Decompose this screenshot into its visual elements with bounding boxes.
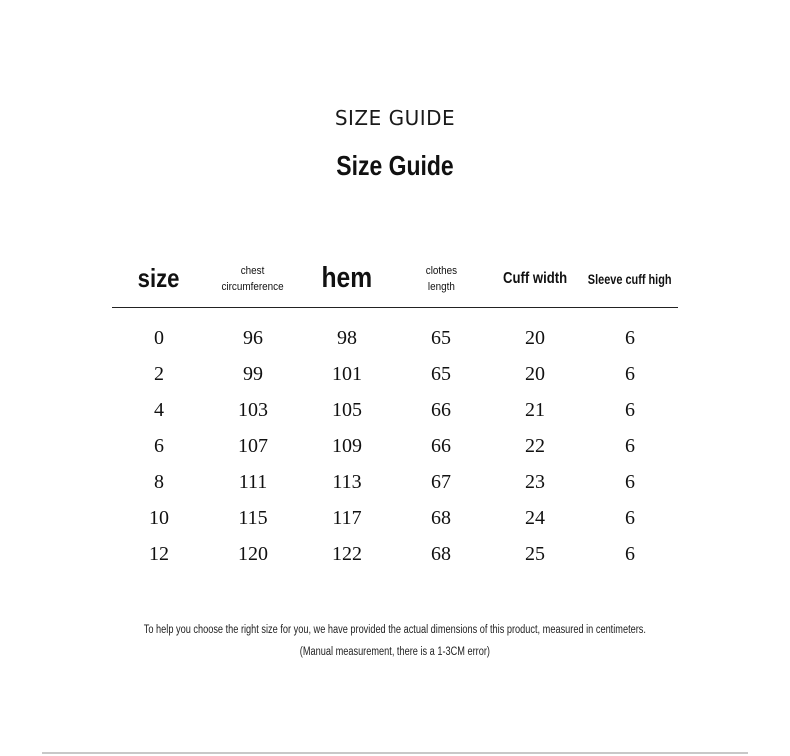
cell-hem: 117 bbox=[332, 507, 362, 529]
page-title: SIZE GUIDE bbox=[334, 106, 456, 130]
cell-cuff-width: 24 bbox=[525, 507, 545, 529]
table-row bbox=[112, 464, 678, 500]
header-clothes-line1: clothes bbox=[425, 264, 457, 277]
cell-cuff-width: 22 bbox=[525, 435, 545, 457]
cell-cuff-width: 25 bbox=[525, 543, 545, 565]
cell-size: 8 bbox=[154, 471, 164, 493]
table-row bbox=[112, 392, 678, 428]
header-chest-circumference bbox=[206, 250, 300, 307]
cell-cuff-width: 23 bbox=[525, 471, 545, 493]
cell-chest: 107 bbox=[238, 435, 268, 457]
table-body bbox=[112, 320, 678, 572]
cell-length: 65 bbox=[431, 327, 451, 349]
cell-sleeve-cuff-high: 6 bbox=[625, 471, 635, 493]
table-header-row bbox=[112, 250, 678, 307]
table-row bbox=[112, 356, 678, 392]
cell-hem: 98 bbox=[337, 327, 357, 349]
table-row bbox=[112, 536, 678, 572]
cell-chest: 111 bbox=[238, 471, 268, 493]
cell-sleeve-cuff-high: 6 bbox=[625, 435, 635, 457]
header-size: size bbox=[138, 263, 180, 293]
cell-sleeve-cuff-high: 6 bbox=[625, 399, 635, 421]
cell-sleeve-cuff-high: 6 bbox=[625, 327, 635, 349]
measurement-note bbox=[0, 624, 790, 636]
cell-hem: 105 bbox=[332, 399, 362, 421]
size-table bbox=[112, 250, 678, 565]
cell-size: 0 bbox=[154, 327, 164, 349]
cell-cuff-width: 21 bbox=[525, 399, 545, 421]
cell-size: 12 bbox=[149, 543, 169, 565]
cell-chest: 103 bbox=[238, 399, 268, 421]
cell-chest: 120 bbox=[238, 543, 268, 565]
cell-hem: 113 bbox=[332, 471, 362, 493]
cell-length: 65 bbox=[431, 363, 451, 385]
cell-size: 2 bbox=[154, 363, 164, 385]
cell-size: 10 bbox=[149, 507, 169, 529]
header-clothes-length bbox=[394, 250, 488, 307]
measurement-note-text: To help you choose the right size for you, we have provided the actual dimensions of this product, measured in centimeters. bbox=[143, 624, 647, 636]
cell-hem: 109 bbox=[332, 435, 362, 457]
header-divider bbox=[112, 307, 678, 308]
cell-cuff-width: 20 bbox=[525, 363, 545, 385]
cell-chest: 96 bbox=[243, 327, 263, 349]
cell-chest: 115 bbox=[238, 507, 268, 529]
cell-length: 66 bbox=[431, 399, 451, 421]
table-row bbox=[112, 320, 678, 356]
header-hem: hem bbox=[321, 262, 373, 294]
cell-sleeve-cuff-high: 6 bbox=[625, 543, 635, 565]
cell-sleeve-cuff-high: 6 bbox=[625, 507, 635, 529]
cell-length: 66 bbox=[431, 435, 451, 457]
header-cuff-width: Cuff width bbox=[502, 269, 568, 287]
header-sleeve-cuff-high: Sleeve cuff high bbox=[588, 270, 672, 287]
cell-hem: 101 bbox=[332, 363, 362, 385]
table-row bbox=[112, 500, 678, 536]
cell-length: 68 bbox=[431, 543, 451, 565]
cell-sleeve-cuff-high: 6 bbox=[625, 363, 635, 385]
header-clothes-line2: length bbox=[427, 280, 455, 293]
cell-size: 4 bbox=[154, 399, 164, 421]
cell-hem: 122 bbox=[332, 543, 362, 565]
header-chest-line2: circumference bbox=[221, 280, 285, 293]
error-note-text: (Manual measurement, there is a 1-3CM error) bbox=[299, 646, 491, 658]
cell-length: 68 bbox=[431, 507, 451, 529]
error-note bbox=[0, 646, 790, 658]
header-chest-line1: chest bbox=[241, 264, 265, 277]
page-subtitle: Size Guide bbox=[336, 150, 454, 181]
cell-length: 67 bbox=[431, 471, 451, 493]
cell-cuff-width: 20 bbox=[525, 327, 545, 349]
cell-chest: 99 bbox=[243, 363, 263, 385]
cell-size: 6 bbox=[154, 435, 164, 457]
bottom-divider bbox=[42, 752, 748, 754]
table-row bbox=[112, 428, 678, 464]
